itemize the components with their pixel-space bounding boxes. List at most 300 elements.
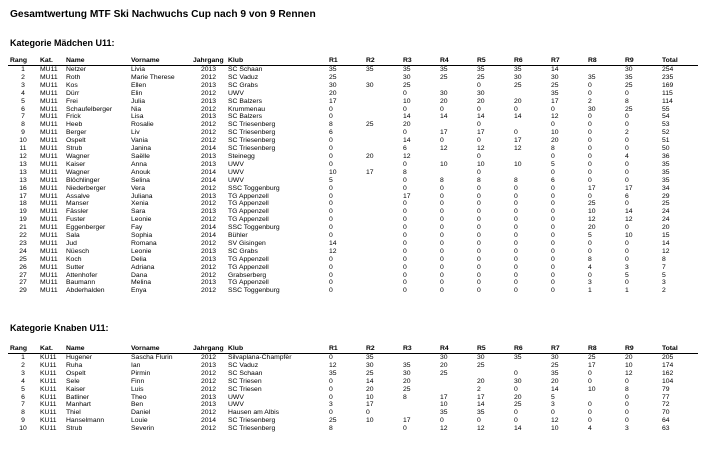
column-header-total: Total [662, 345, 678, 353]
cell-kat: MU11 [40, 200, 58, 208]
cell-r2: 17 [366, 401, 374, 409]
cell-name: Koch [66, 255, 82, 263]
cell-r3: 0 [403, 263, 407, 271]
cell-r5: 0 [477, 121, 481, 129]
cell-jahrgang: 2014 [200, 168, 217, 176]
cell-r8 [586, 394, 623, 402]
cell-total: 5 [662, 271, 666, 279]
cell-vorname: Delia [131, 255, 147, 263]
cell-r2 [364, 193, 401, 201]
cell-r2 [364, 240, 401, 248]
cell-r5: 2 [477, 385, 481, 393]
cell-klub: SC Triesenberg [228, 129, 276, 137]
cell-total: 54 [662, 113, 670, 121]
cell-total: 24 [662, 216, 670, 224]
cell-total: 50 [662, 145, 670, 153]
cell-name: Ospelt [66, 137, 86, 145]
cell-vorname: Louie [131, 417, 148, 425]
cell-r2: 10 [366, 393, 374, 401]
cell-rank: 27 [19, 271, 27, 279]
column-header-jahrgang: Jahrgang [193, 345, 224, 353]
cell-r9: 12 [625, 369, 633, 377]
cell-total: 35 [662, 160, 670, 168]
table-row [8, 82, 698, 90]
cell-rank: 24 [19, 247, 27, 255]
cell-klub: SC Balzers [228, 97, 262, 105]
cell-r4: 35 [440, 66, 448, 73]
cell-klub: UWV [228, 176, 244, 184]
cell-r7: 25 [551, 81, 559, 89]
cell-r7: 0 [551, 184, 555, 192]
cell-r5: 10 [477, 160, 485, 168]
cell-r3: 0 [403, 271, 407, 279]
cell-total: 35 [662, 168, 670, 176]
cell-rank: 21 [19, 224, 27, 232]
cell-r2 [364, 113, 401, 121]
cell-r2 [364, 224, 401, 232]
cell-total: 79 [662, 385, 670, 393]
cell-klub: UWV [228, 168, 244, 176]
results-table-maedchen [8, 55, 698, 295]
cell-r7: 0 [551, 224, 555, 232]
cell-r6: 0 [514, 105, 518, 113]
cell-r5: 35 [477, 409, 485, 417]
cell-r3: 0 [403, 279, 407, 287]
cell-r2 [364, 98, 401, 106]
cell-r9: 12 [625, 216, 633, 224]
cell-rank: 18 [19, 200, 27, 208]
cell-r5: 0 [477, 279, 481, 287]
cell-r6: 0 [514, 385, 518, 393]
cell-r7: 17 [551, 97, 559, 105]
cell-jahrgang: 2012 [200, 377, 217, 385]
cell-klub: SSC Toggenburg [228, 224, 280, 232]
cell-r6: 0 [514, 263, 518, 271]
cell-klub: SC Triesenberg [228, 145, 276, 153]
cell-r7: 0 [551, 239, 555, 247]
cell-r6: 17 [514, 137, 522, 145]
cell-rank: 8 [21, 409, 25, 417]
cell-r6: 10 [514, 160, 522, 168]
cell-name: Netzer [66, 66, 87, 73]
cell-klub: TG Appenzell [228, 208, 269, 216]
cell-r8: 8 [588, 255, 592, 263]
cell-jahrgang: 2012 [200, 200, 217, 208]
cell-r1: 8 [329, 121, 333, 129]
cell-rank: 27 [19, 279, 27, 287]
cell-name: Blöchlinger [66, 176, 100, 184]
cell-r2 [364, 129, 401, 137]
cell-r8: 0 [588, 145, 592, 153]
cell-r7: 5 [551, 160, 555, 168]
cell-rank: 5 [21, 97, 25, 105]
cell-klub: SC Grabs [228, 247, 258, 255]
cell-r8: 0 [588, 89, 592, 97]
cell-r2: 30 [366, 361, 374, 369]
cell-kat: MU11 [40, 168, 58, 176]
cell-r4: 14 [440, 113, 448, 121]
cell-klub: SSC Toggenburg [228, 287, 280, 295]
table-row [8, 66, 698, 74]
column-header-vorname: Vorname [131, 345, 160, 353]
cell-r9: 10 [625, 361, 633, 369]
cell-r5: 0 [477, 271, 481, 279]
cell-vorname: Sascha Flurin [131, 354, 173, 361]
cell-r9: 35 [625, 73, 633, 81]
cell-r3: 0 [403, 160, 407, 168]
table-row [8, 370, 698, 378]
cell-r3: 17 [403, 417, 411, 425]
cell-klub: Bühler [228, 232, 248, 240]
cell-jahrgang: 2013 [200, 192, 217, 200]
cell-name: Fuster [66, 216, 86, 224]
cell-r2: 10 [366, 417, 374, 425]
cell-r2 [364, 279, 401, 287]
cell-rank: 9 [21, 417, 25, 425]
cell-r9: 10 [625, 232, 633, 240]
cell-r9: 0 [625, 401, 629, 409]
cell-kat: MU11 [40, 145, 58, 153]
cell-klub: Krummenau [228, 105, 266, 113]
cell-r1: 0 [329, 200, 333, 208]
cell-klub: SC Triesenberg [228, 417, 276, 425]
cell-r9: 0 [625, 255, 629, 263]
cell-r6: 25 [514, 401, 522, 409]
cell-jahrgang: 2013 [200, 208, 217, 216]
cell-r4: 0 [440, 192, 444, 200]
cell-r2 [364, 185, 401, 193]
cell-r5: 0 [477, 239, 481, 247]
cell-r9: 3 [625, 263, 629, 271]
cell-jahrgang: 2013 [200, 247, 217, 255]
cell-r3: 0 [403, 247, 407, 255]
cell-rank: 13 [19, 176, 27, 184]
column-header-r4: R4 [440, 345, 449, 353]
cell-rank: 29 [19, 287, 27, 295]
table-row [8, 378, 698, 386]
cell-r7: 3 [551, 401, 555, 409]
cell-r1: 12 [329, 361, 337, 369]
column-header-r3: R3 [403, 57, 412, 65]
cell-r3: 14 [403, 113, 411, 121]
cell-klub: UWV [228, 160, 244, 168]
cell-r3: 0 [403, 287, 407, 295]
cell-vorname: Luis [131, 385, 144, 393]
cell-r8: 4 [588, 263, 592, 271]
cell-jahrgang: 2013 [200, 152, 217, 160]
cell-r5: 12 [477, 425, 485, 433]
cell-r5: 25 [477, 73, 485, 81]
cell-r9: 0 [625, 200, 629, 208]
category-title-knaben: Kategorie Knaben U11: [10, 323, 109, 333]
cell-r3: 20 [403, 377, 411, 385]
cell-vorname: Rosalie [131, 121, 154, 129]
cell-r2 [364, 208, 401, 216]
cell-name: Jud [66, 239, 77, 247]
cell-r8: 5 [588, 232, 592, 240]
cell-name: Schaufelberger [66, 105, 113, 113]
cell-vorname: Xenia [131, 200, 149, 208]
cell-vorname: Elin [131, 89, 143, 97]
cell-total: 53 [662, 121, 670, 129]
cell-name: Berger [66, 129, 87, 137]
cell-klub: Grabserberg [228, 271, 267, 279]
cell-r1: 8 [329, 425, 333, 433]
table-row [8, 401, 698, 409]
cell-r2 [364, 106, 401, 114]
cell-vorname: Adriana [131, 263, 155, 271]
cell-r5: 0 [477, 232, 481, 240]
cell-r9: 0 [625, 160, 629, 168]
cell-jahrgang: 2012 [200, 129, 217, 137]
cell-name: Kaiser [66, 160, 86, 168]
cell-rank: 3 [21, 81, 25, 89]
cell-total: 51 [662, 137, 670, 145]
cell-rank: 19 [19, 208, 27, 216]
cell-kat: KU11 [40, 393, 57, 401]
cell-vorname: Sara [131, 208, 146, 216]
cell-klub: SC Triesen [228, 377, 262, 385]
table-row [8, 145, 698, 153]
cell-jahrgang: 2012 [200, 184, 217, 192]
cell-jahrgang: 2013 [200, 81, 217, 89]
cell-jahrgang: 2013 [200, 255, 217, 263]
cell-r8: 0 [588, 152, 592, 160]
cell-r3: 25 [403, 81, 411, 89]
cell-r7: 30 [551, 73, 559, 81]
cell-r8: 1 [588, 287, 592, 295]
cell-r1: 0 [329, 287, 333, 295]
cell-total: 115 [662, 89, 673, 97]
column-header-r7: R7 [551, 345, 560, 353]
cell-r5: 0 [477, 152, 481, 160]
cell-total: 77 [662, 393, 670, 401]
cell-total: 29 [662, 192, 670, 200]
cell-r7: 0 [551, 279, 555, 287]
cell-r3: 0 [403, 89, 407, 97]
cell-r9: 0 [625, 247, 629, 255]
cell-r1: 0 [329, 409, 333, 417]
cell-r3: 0 [403, 255, 407, 263]
cell-r5: 14 [477, 401, 485, 409]
table-row [8, 232, 698, 240]
cell-r6: 0 [514, 247, 518, 255]
cell-r4: 12 [440, 425, 448, 433]
cell-r7: 12 [551, 113, 559, 121]
cell-jahrgang: 2012 [200, 137, 217, 145]
cell-r9: 25 [625, 81, 633, 89]
cell-kat: KU11 [40, 401, 57, 409]
cell-r9: 0 [625, 89, 629, 97]
table-row [8, 106, 698, 114]
cell-name: Heeb [66, 121, 83, 129]
table-row [8, 153, 698, 161]
cell-jahrgang: 2012 [200, 216, 217, 224]
cell-r9: 4 [625, 152, 629, 160]
cell-r9: 0 [625, 239, 629, 247]
cell-klub: SC Triesen [228, 385, 262, 393]
cell-klub: TG Appenzell [228, 200, 269, 208]
table-row [8, 264, 698, 272]
cell-r2 [364, 248, 401, 256]
cell-r7: 25 [551, 361, 559, 369]
cell-name: Thiel [66, 409, 81, 417]
cell-r1: 0 [329, 105, 333, 113]
cell-r5: 12 [477, 145, 485, 153]
column-header-vorname: Vorname [131, 57, 160, 65]
cell-total: 235 [662, 73, 674, 81]
table-row [8, 98, 698, 106]
cell-name: Eggenberger [66, 224, 106, 232]
table-row [8, 169, 698, 177]
cell-vorname: Dana [131, 271, 148, 279]
cell-klub: TG Appenzell [228, 192, 269, 200]
cell-r7: 0 [551, 192, 555, 200]
cell-r2 [364, 264, 401, 272]
cell-r9: 0 [625, 409, 629, 417]
cell-r8: 0 [588, 113, 592, 121]
cell-r3: 12 [403, 152, 411, 160]
cell-rank: 13 [19, 168, 27, 176]
cell-r2 [364, 216, 401, 224]
cell-rank: 10 [19, 425, 27, 433]
cell-r5: 17 [477, 129, 485, 137]
cell-total: 70 [662, 409, 670, 417]
cell-r2: 20 [366, 385, 374, 393]
column-header-r2: R2 [366, 345, 375, 353]
cell-r8: 0 [588, 160, 592, 168]
cell-name: Niederberger [66, 184, 106, 192]
cell-jahrgang: 2013 [200, 113, 217, 121]
cell-name: Hugener [66, 354, 93, 361]
cell-r3: 0 [403, 224, 407, 232]
cell-r4: 35 [440, 409, 448, 417]
cell-r1: 35 [329, 66, 337, 73]
cell-r2: 35 [366, 354, 374, 361]
cell-vorname: Sophia [131, 232, 153, 240]
column-header-r4: R4 [440, 57, 449, 65]
cell-r9: 20 [625, 354, 633, 361]
cell-total: 52 [662, 129, 670, 137]
cell-r4: 30 [440, 354, 448, 361]
cell-kat: MU11 [40, 192, 58, 200]
cell-rank: 7 [21, 113, 25, 121]
column-header-r9: R9 [625, 57, 634, 65]
cell-r6: 14 [514, 425, 522, 433]
cell-r5: 0 [477, 208, 481, 216]
cell-r8: 0 [588, 239, 592, 247]
cell-r3: 20 [403, 121, 411, 129]
cell-r8: 0 [588, 417, 592, 425]
cell-kat: MU11 [40, 239, 58, 247]
cell-r6: 0 [514, 200, 518, 208]
cell-r8: 0 [588, 401, 592, 409]
cell-vorname: Daniel [131, 409, 151, 417]
cell-r2: 25 [366, 369, 374, 377]
cell-r5: 0 [477, 263, 481, 271]
cell-r3: 0 [403, 216, 407, 224]
cell-r1: 0 [329, 271, 333, 279]
cell-name: Attenhofer [66, 271, 98, 279]
cell-kat: MU11 [40, 216, 58, 224]
cell-r8: 0 [588, 409, 592, 417]
cell-r1: 6 [329, 129, 333, 137]
cell-r9: 8 [625, 97, 629, 105]
cell-name: Baumann [66, 279, 96, 287]
cell-r4: 0 [440, 224, 444, 232]
cell-r2 [364, 74, 401, 82]
cell-total: 7 [662, 263, 666, 271]
cell-r7: 0 [551, 168, 555, 176]
cell-r4: 8 [440, 176, 444, 184]
cell-r4: 17 [440, 129, 448, 137]
cell-r1: 35 [329, 369, 337, 377]
cell-r6: 0 [514, 216, 518, 224]
cell-kat: KU11 [40, 377, 57, 385]
column-header-name: Name [66, 57, 85, 65]
cell-r9: 0 [625, 224, 629, 232]
cell-r5: 0 [477, 255, 481, 263]
cell-vorname: Ben [131, 401, 144, 409]
cell-r6: 30 [514, 73, 522, 81]
cell-name: Strub [66, 425, 83, 433]
cell-rank: 5 [21, 385, 25, 393]
cell-r4: 20 [440, 361, 448, 369]
cell-r8: 0 [588, 377, 592, 385]
cell-r6: 0 [514, 369, 518, 377]
cell-r8: 25 [588, 200, 596, 208]
cell-total: 8 [662, 255, 666, 263]
cell-total: 104 [662, 377, 674, 385]
cell-klub: TG Appenzell [228, 263, 269, 271]
cell-r3: 30 [403, 73, 411, 81]
cell-rank: 3 [21, 369, 25, 377]
cell-r4: 0 [440, 184, 444, 192]
cell-r7: 30 [551, 354, 559, 361]
cell-rank: 4 [21, 89, 25, 97]
column-header-klub: Klub [228, 345, 244, 353]
cell-r9: 6 [625, 192, 629, 200]
cell-r6: 8 [514, 176, 518, 184]
cell-r8 [586, 66, 623, 74]
cell-r4 [438, 378, 475, 386]
cell-r3: 0 [403, 176, 407, 184]
cell-jahrgang: 2012 [200, 105, 217, 113]
table-row [8, 279, 698, 287]
cell-vorname: Anouk [131, 168, 151, 176]
cell-r4: 0 [440, 137, 444, 145]
cell-r8: 17 [588, 361, 596, 369]
cell-r8: 17 [588, 184, 596, 192]
cell-r9: 1 [625, 287, 629, 295]
cell-r2 [364, 145, 401, 153]
cell-r2: 35 [366, 66, 374, 73]
cell-vorname: Ellen [131, 81, 147, 89]
cell-r9: 0 [625, 417, 629, 425]
cell-kat: KU11 [40, 409, 57, 417]
cell-r1: 14 [329, 239, 337, 247]
cell-jahrgang: 2012 [200, 239, 217, 247]
cell-r7: 35 [551, 369, 559, 377]
cell-vorname: Saëlle [131, 152, 150, 160]
cell-jahrgang: 2013 [200, 97, 217, 105]
cell-total: 64 [662, 417, 670, 425]
cell-r4: 12 [440, 145, 448, 153]
table-header-row [8, 343, 698, 354]
cell-name: Sala [66, 232, 80, 240]
cell-vorname: Theo [131, 393, 147, 401]
cell-r2: 17 [366, 168, 374, 176]
